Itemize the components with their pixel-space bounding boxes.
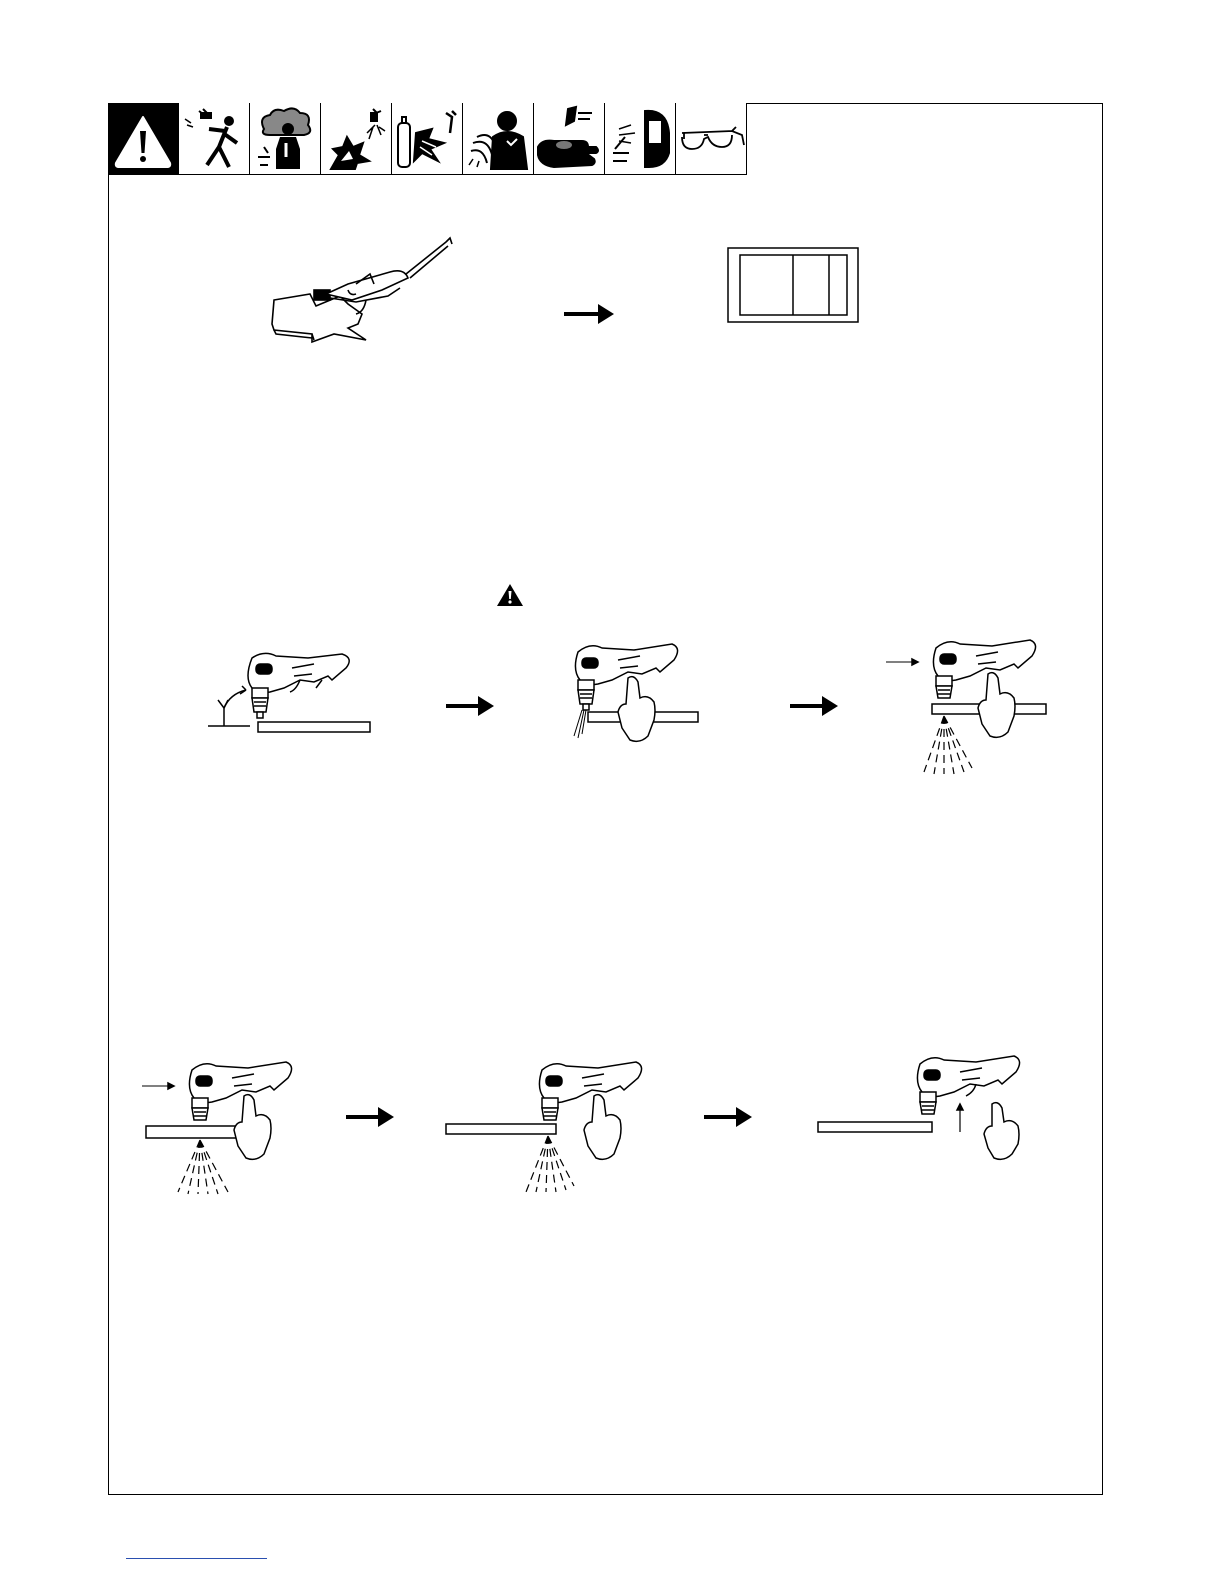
emf-pacemaker-icon bbox=[463, 103, 534, 175]
hazard-symbol-strip bbox=[108, 103, 747, 175]
electric-shock-icon bbox=[179, 103, 250, 175]
pilot-arc-cut-illustration bbox=[884, 632, 1050, 778]
cylinder-hazard-icon bbox=[392, 103, 463, 175]
safety-glasses-icon bbox=[676, 103, 747, 175]
arrow-right-icon bbox=[444, 691, 496, 721]
fumes-gases-icon bbox=[250, 103, 321, 175]
arrow-right-icon bbox=[702, 1102, 754, 1132]
arrow-right-icon bbox=[788, 691, 840, 721]
warning-triangle-icon bbox=[108, 103, 179, 175]
arrow-right-icon bbox=[562, 298, 616, 330]
hot-parts-icon bbox=[534, 103, 605, 175]
arrow-right-icon bbox=[344, 1102, 396, 1132]
fire-explosion-icon bbox=[321, 103, 392, 175]
footer-link-rule bbox=[126, 1558, 267, 1559]
torch-positioning-illustration bbox=[204, 650, 380, 740]
release-trigger-illustration bbox=[816, 1046, 1032, 1166]
move-across-workpiece-illustration bbox=[140, 1052, 298, 1196]
work-clamp-illustration bbox=[270, 234, 460, 346]
arc-rays-helmet-icon bbox=[605, 103, 676, 175]
press-trigger-illustration bbox=[568, 640, 704, 746]
power-source-panel-illustration bbox=[727, 247, 859, 323]
reach-workpiece-edge-illustration bbox=[444, 1050, 644, 1196]
small-warning-triangle-icon bbox=[496, 583, 524, 607]
